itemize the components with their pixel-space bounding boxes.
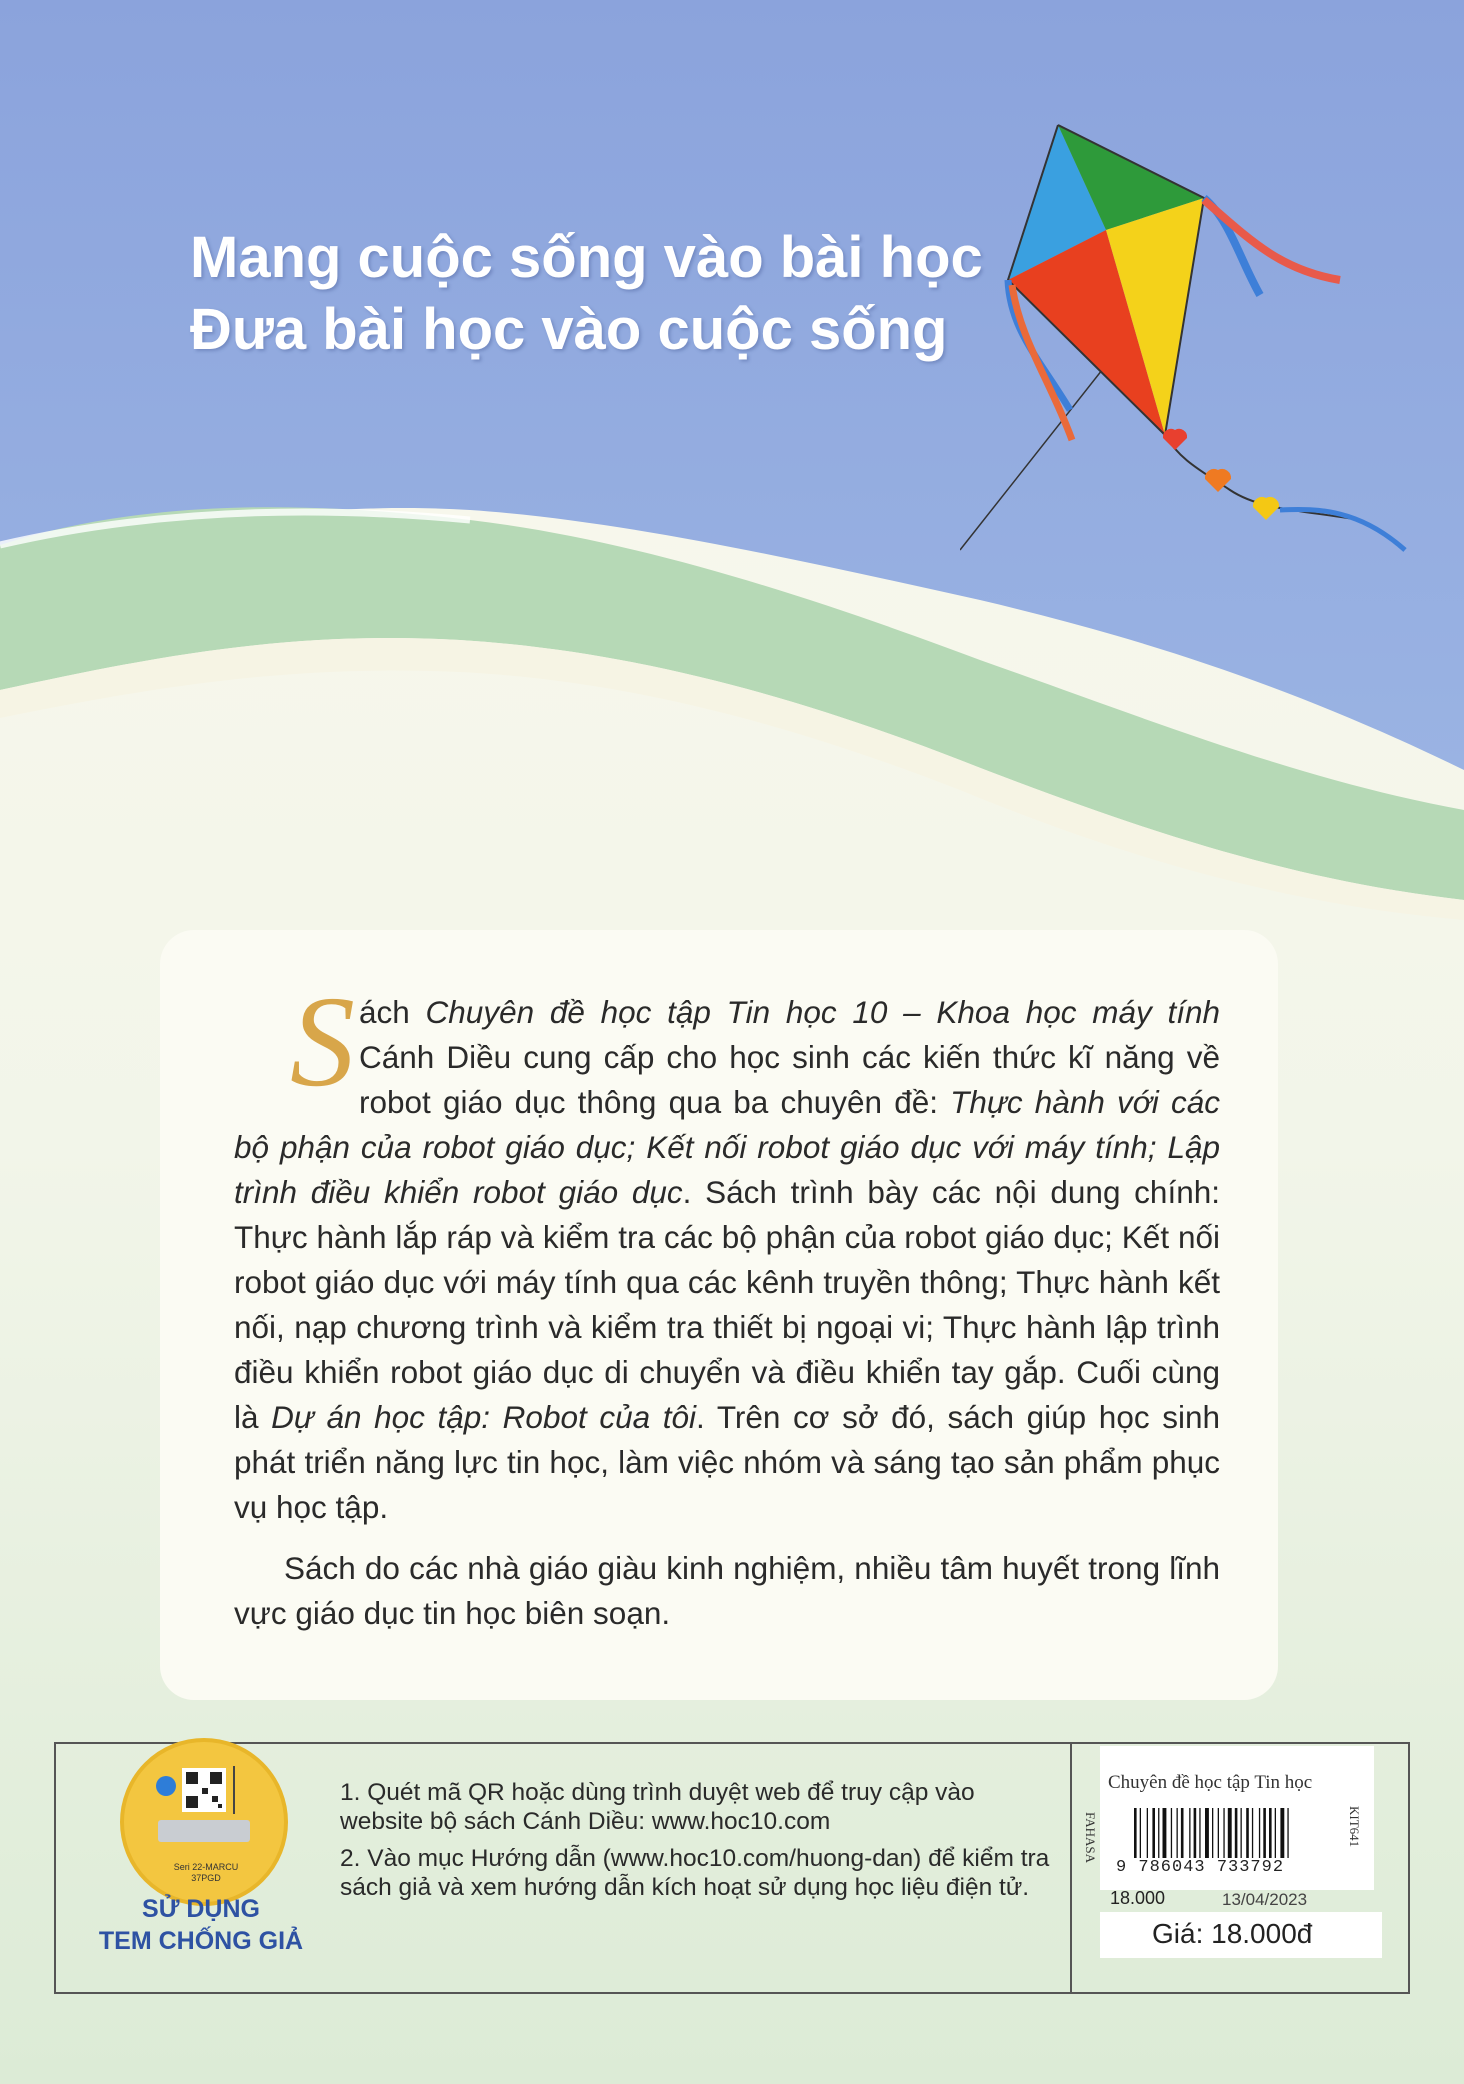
barcode-bar xyxy=(1246,1808,1249,1858)
price-tag: Giá: 18.000đ xyxy=(1152,1918,1313,1949)
store-label-vendor: FAHASA xyxy=(1083,1812,1098,1864)
store-label-code: KIT641 xyxy=(1347,1806,1362,1848)
seal-serial: Seri 22-MARCU 37PGD xyxy=(173,1862,239,1883)
barcode-icon xyxy=(1132,1808,1344,1864)
barcode-bar xyxy=(1189,1808,1190,1858)
drop-cap: S xyxy=(290,970,355,1114)
barcode-bar xyxy=(1163,1808,1167,1858)
anti-counterfeit-seal xyxy=(120,1738,288,1906)
barcode-bar xyxy=(1218,1808,1219,1858)
barcode-bar xyxy=(1252,1808,1253,1858)
instruction-step-1: 1. Quét mã QR hoặc dùng trình duyệt web để truy cập vào website bộ sách Cánh Diều: www.hoc10.com xyxy=(340,1779,975,1835)
qr-seal-icon xyxy=(148,1764,260,1864)
description-run: Thực hành với các bộ phận của robot giáo dục; Kết nối robot giáo dục với máy tính; Lập trình điều khiển robot giáo dục xyxy=(234,1084,1220,1210)
description-run: Cánh Diều cung cấp cho học sinh các kiến thức kĩ năng về robot giáo dục thông qua ba chuyên đề: xyxy=(359,1039,1220,1120)
barcode-bar xyxy=(1171,1808,1172,1858)
barcode-bar xyxy=(1287,1808,1288,1858)
store-label-date: 13/04/2023 xyxy=(1222,1890,1308,1909)
info-box-divider xyxy=(1070,1742,1072,1994)
barcode-bar xyxy=(1181,1808,1184,1858)
store-label-price: 18.000 xyxy=(1110,1888,1166,1908)
barcode-bar xyxy=(1269,1808,1272,1858)
barcode-bar xyxy=(1275,1808,1276,1858)
barcode-bar xyxy=(1134,1808,1137,1858)
barcode-bar xyxy=(1223,1808,1224,1858)
barcode-bar xyxy=(1212,1808,1213,1858)
caption-line-1: SỬ DỤNG xyxy=(142,1895,260,1923)
barcode-bar xyxy=(1263,1808,1266,1858)
description-paragraph-1-text xyxy=(234,970,1221,1525)
description-run: Chuyên đề học tập Tin học 10 – Khoa học máy tính xyxy=(425,994,1221,1030)
barcode-bar xyxy=(1259,1808,1260,1858)
instruction-step-2: 2. Vào mục Hướng dẫn (www.hoc10.com/huong-dan) để kiểm tra sách giả và xem hướng dẫn kích hoạt sử dụng học liệu điện tử. xyxy=(340,1845,1050,1901)
instructions xyxy=(340,1778,1050,1910)
description-paragraph-1 xyxy=(234,970,1221,1530)
barcode-bar xyxy=(1241,1808,1242,1858)
barcode-bar xyxy=(1228,1808,1232,1858)
barcode-digits: 9 786043 733792 xyxy=(1116,1858,1285,1877)
description-run: . Trên cơ sở đó, sách giúp học sinh phát triển năng lực tin học, làm việc nhóm và sáng tạo sản phẩm phục vụ học tập. xyxy=(234,1399,1220,1525)
anti-counterfeit-caption xyxy=(62,1893,340,1957)
book-description xyxy=(234,970,1221,1636)
description-run: Dự án học tập: Robot của tôi xyxy=(271,1399,697,1435)
barcode-bar xyxy=(1199,1808,1200,1858)
store-label-title: Chuyên đề học tập Tin học xyxy=(1108,1772,1313,1793)
caption-line-2: TEM CHỐNG GIẢ xyxy=(98,1927,304,1955)
barcode-bar xyxy=(1140,1808,1141,1858)
barcode-bar xyxy=(1235,1808,1238,1858)
barcode-bar xyxy=(1205,1808,1209,1858)
cover-slogan xyxy=(190,222,983,366)
kite-icon xyxy=(960,110,1440,570)
description-run: . Sách trình bày các nội dung chính: Thực hành lắp ráp và kiểm tra các bộ phận của robot giáo dục; Kết nối robot giáo dục với máy tính qua các kênh truyền thông; Thực hành kết nối, nạp chương trình và kiểm tra thiết bị ngoại vi; Thực hành lập trình điều khiển robot giáo dục di chuyển và điều khiển tay gắp. Cuối cùng là xyxy=(234,1174,1220,1435)
barcode-bar xyxy=(1280,1808,1284,1858)
barcode-bar xyxy=(1158,1808,1159,1858)
slogan-line-1: Mang cuộc sống vào bài học xyxy=(190,225,983,290)
barcode-bar xyxy=(1194,1808,1197,1858)
barcode-bar xyxy=(1177,1808,1178,1858)
description-paragraph-2: Sách do các nhà giáo giàu kinh nghiệm, nhiều tâm huyết trong lĩnh vực giáo dục tin học biên soạn. xyxy=(234,1550,1220,1631)
barcode-bar xyxy=(1152,1808,1155,1858)
barcode-bar xyxy=(1147,1808,1148,1858)
slogan-line-2: Đưa bài học vào cuộc sống xyxy=(190,297,948,362)
description-run: ách xyxy=(359,994,426,1030)
